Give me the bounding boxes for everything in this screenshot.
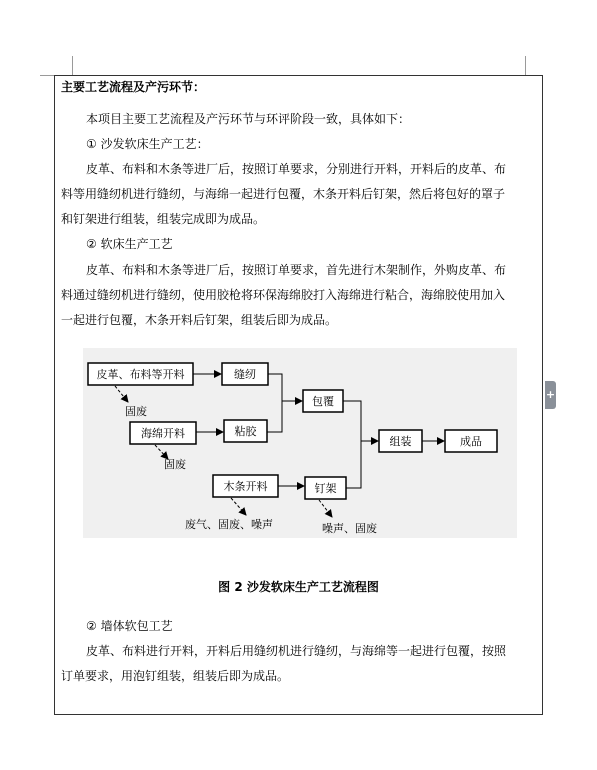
svg-text:组装: 组装 xyxy=(389,435,412,448)
node-assemble xyxy=(379,430,422,452)
section3-line-1: 皮革、布料进行开料，开料后用缝纫机进行缝纫，与海绵等一起进行包覆，按照 xyxy=(86,644,507,658)
figure-caption: 图 2 沙发软床生产工艺流程图 xyxy=(218,580,379,594)
section1-line-1: 皮革、布料和木条等进厂后，按照订单要求，分别进行开料，开料后的皮革、布 xyxy=(86,162,507,176)
flowchart-svg xyxy=(83,348,517,538)
crop-mark-top-right xyxy=(525,56,526,75)
node-leather-cut xyxy=(88,363,193,385)
waste-note-3: 废气、固废、噪声 xyxy=(185,518,273,531)
section1-line-3: 和钉架进行组装，组装完成即为成品。 xyxy=(61,212,266,226)
node-wood-cut xyxy=(213,475,278,497)
side-expand-tab[interactable] xyxy=(545,381,556,409)
svg-text:钉架: 钉架 xyxy=(314,482,337,495)
svg-text:皮革、布料等开料: 皮革、布料等开料 xyxy=(96,368,185,381)
section1-title: ① 沙发软床生产工艺： xyxy=(86,137,209,151)
section2-title: ② 软床生产工艺 xyxy=(86,237,173,251)
node-wrap xyxy=(303,390,343,412)
svg-text:包覆: 包覆 xyxy=(312,395,334,408)
svg-text:海绵开料: 海绵开料 xyxy=(141,427,185,440)
section3-line-2: 订单要求，用泡钉组装，组装后即为成品。 xyxy=(61,669,290,683)
svg-text:缝纫: 缝纫 xyxy=(234,368,256,381)
node-sew xyxy=(222,363,268,385)
section2-line-2: 料通过缝纫机进行缝纫，使用胶枪将环保海绵胶打入海绵进行粘合，海绵胶使用加入 xyxy=(61,288,506,302)
svg-text:成品: 成品 xyxy=(460,435,482,448)
section2-line-1: 皮革、布料和木条等进厂后，按照订单要求，首先进行木架制作，外购皮革、布 xyxy=(86,263,507,277)
section3-title: ② 墙体软包工艺 xyxy=(86,619,173,633)
svg-text:粘胶: 粘胶 xyxy=(234,425,257,438)
node-product xyxy=(445,430,497,452)
waste-note-2: 固废 xyxy=(164,458,186,471)
flowchart xyxy=(83,348,517,538)
section2-line-3: 一起进行包覆，木条开料后钉架，组装后即为成品。 xyxy=(61,313,338,327)
crop-mark-top-left xyxy=(72,56,73,75)
svg-text:木条开料: 木条开料 xyxy=(223,480,268,493)
waste-note-4: 噪声、固废 xyxy=(322,522,377,535)
node-frame xyxy=(305,477,346,499)
plus-icon: + xyxy=(545,388,556,401)
crop-mark-left-h xyxy=(40,75,54,76)
node-glue xyxy=(224,420,267,442)
section-heading: 主要工艺流程及产污环节： xyxy=(61,80,206,94)
intro-paragraph: 本项目主要工艺流程及产污环节与环评阶段一致，具体如下： xyxy=(86,112,411,126)
waste-note-1: 固废 xyxy=(125,405,147,418)
node-sponge-cut xyxy=(130,422,196,444)
section1-line-2: 料等用缝纫机进行缝纫，与海绵一起进行包覆，木条开料后钉架，然后将包好的罩子 xyxy=(61,187,506,201)
